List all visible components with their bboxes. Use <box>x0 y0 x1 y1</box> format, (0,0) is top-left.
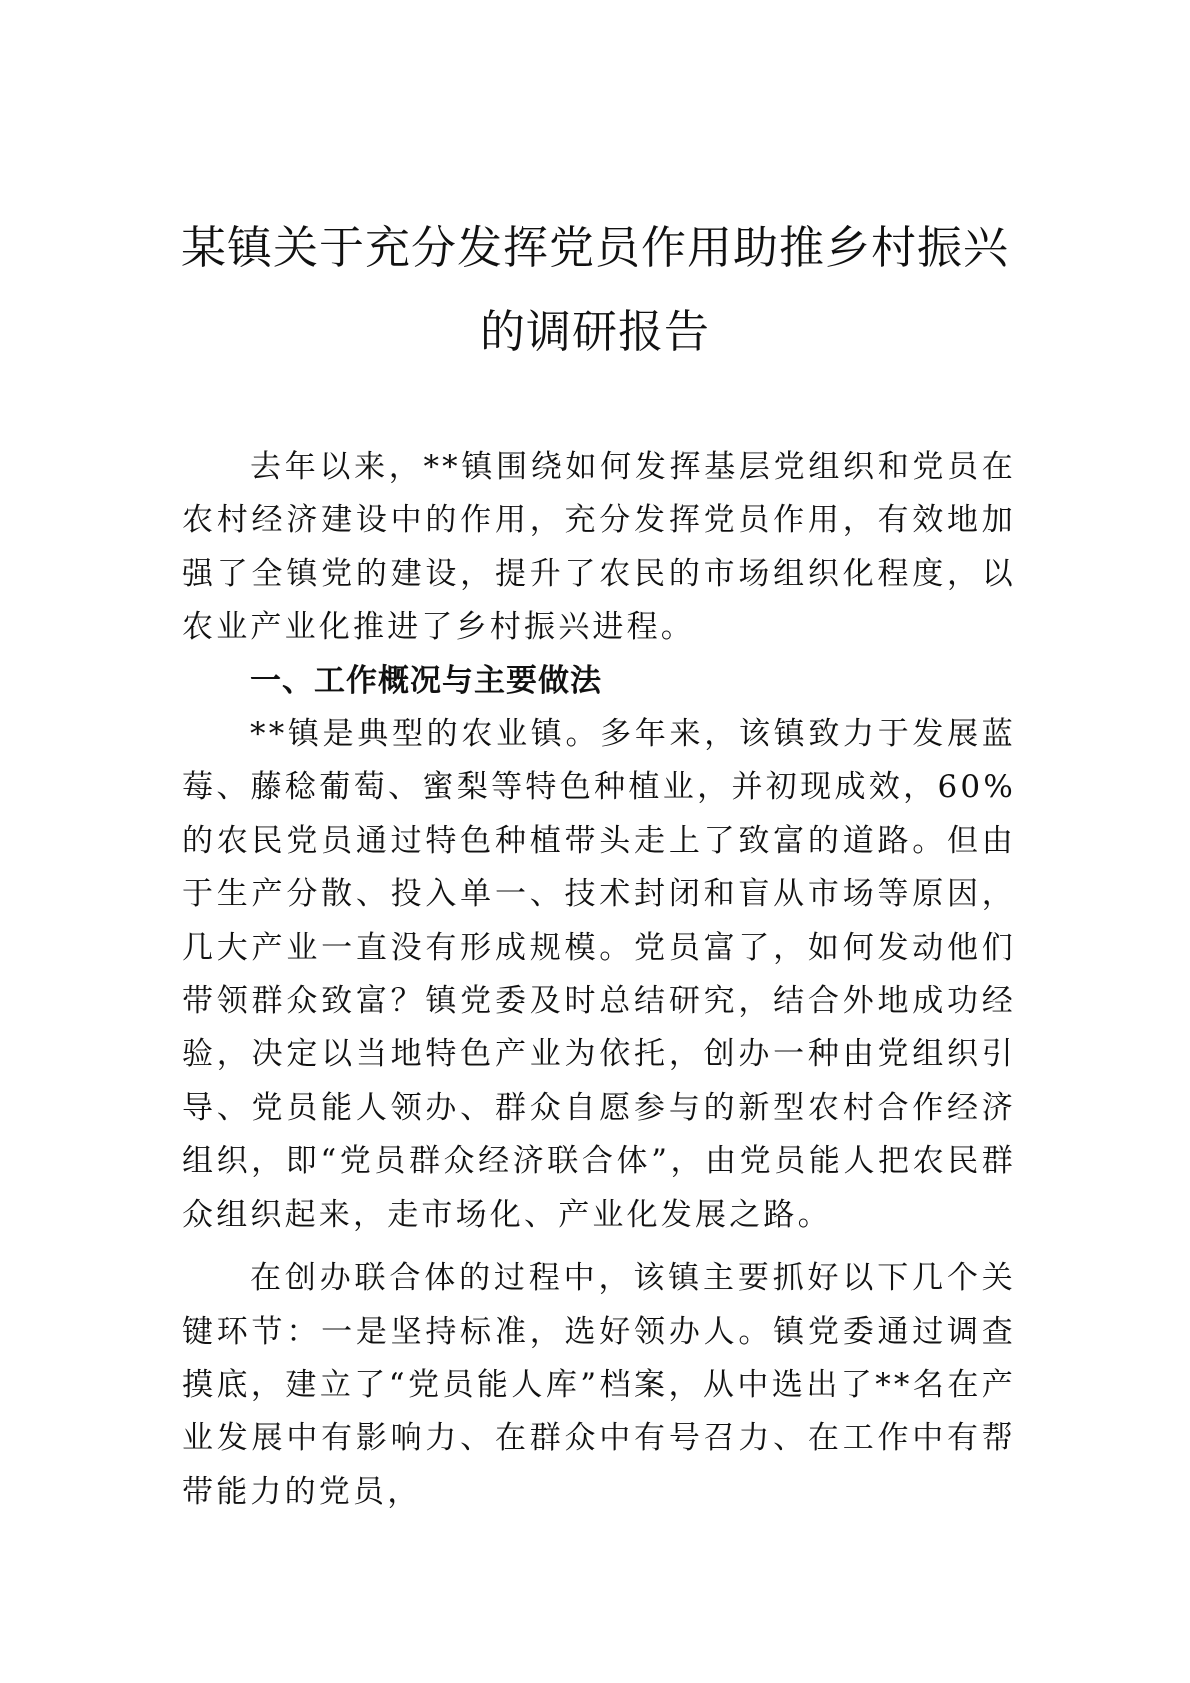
intro-paragraph: 去年以来，**镇围绕如何发挥基层党组织和党员在农村经济建设中的作用，充分发挥党员作用，有效地加强了全镇党的建设，提升了农民的市场组织化程度，以农业产业化推进了乡村振兴进程。 <box>182 449 1016 646</box>
section-paragraph: **镇是典型的农业镇。多年来，该镇致力于发展蓝莓、藤稔葡萄、蜜梨等特色种植业，并初现成效，60%的农民党员通过特色种植带头走上了致富的道路。但由于生产分散、投入单一、技术封闭和盲从市场等原因，几大产业一直没有形成规模。党员富了，如何发动他们带领群众致富？镇党委及时总结研究，结合外地成功经验，决定以当地特色产业为依托，创办一种由党组织引导、党员能人领办、群众自愿参与的新型农村合作经济组织，即“党员群众经济联合体”，由党员能人把农民群众组织起来，走市场化、产业化发展之路。 <box>182 716 1016 1233</box>
document-title-line-1: 某镇关于充分发挥党员作用助推乡村振兴 <box>180 221 1009 274</box>
document-body <box>182 441 1016 1519</box>
section-paragraph: 在创办联合体的过程中，该镇主要抓好以下几个关键环节：一是坚持标准，选好领办人。镇党委通过调查摸底，建立了“党员能人库”档案，从中选出了**名在产业发展中有影响力、在群众中有号召力、在工作中有帮带能力的党员， <box>182 1260 1016 1510</box>
document-title-line-2: 的调研报告 <box>479 305 710 358</box>
section-heading: 一、工作概况与主要做法 <box>250 662 602 699</box>
